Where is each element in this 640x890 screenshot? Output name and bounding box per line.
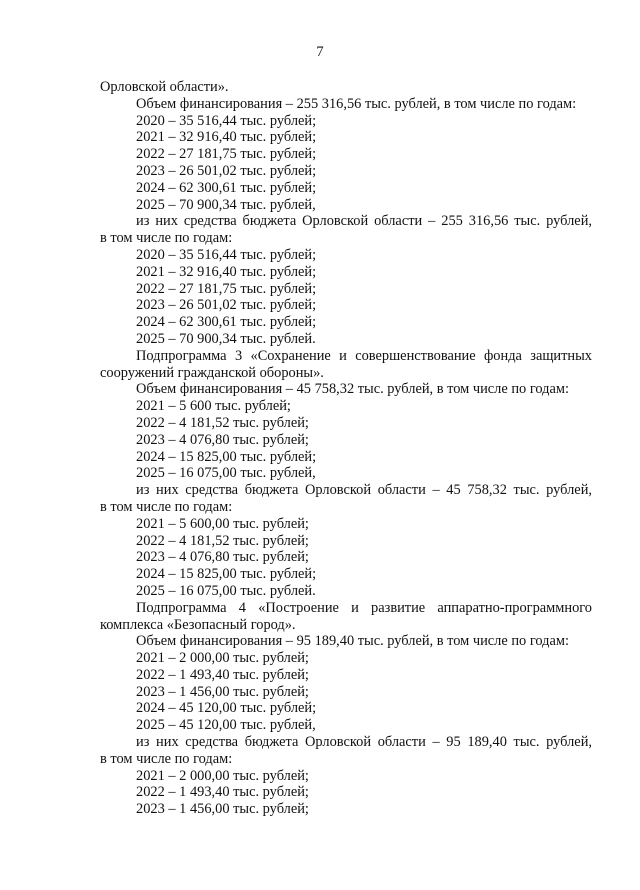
text-line: 2022 – 27 181,75 тыс. рублей;	[136, 146, 317, 163]
text-line: Объем финансирования – 255 316,56 тыс. рублей, в том числе по годам:	[136, 95, 577, 112]
text-line: 2025 – 16 075,00 тыс. рублей.	[136, 582, 316, 599]
text-line: 2021 – 2 000,00 тыс. рублей;	[136, 650, 309, 667]
text-line: комплекса «Безопасный город».	[100, 616, 296, 633]
text-line: 2021 – 32 916,40 тыс. рублей;	[136, 129, 317, 146]
text-line: Орловской области».	[100, 79, 229, 95]
text-line: Подпрограмма 4 «Построение и развитие аппаратно-программного	[136, 599, 592, 616]
text-line: в том числе по годам:	[100, 750, 233, 767]
text-line: Объем финансирования – 45 758,32 тыс. рублей, в том числе по годам:	[136, 381, 569, 398]
text-line: 2022 – 4 181,52 тыс. рублей;	[136, 532, 309, 549]
text-line: 2025 – 70 900,34 тыс. рублей.	[136, 330, 316, 347]
text-line: 2021 – 5 600,00 тыс. рублей;	[136, 515, 309, 532]
text-line: 2023 – 1 456,00 тыс. рублей;	[136, 801, 309, 818]
text-line: 2022 – 1 493,40 тыс. рублей;	[136, 784, 309, 801]
document-body	[100, 79, 592, 818]
text-line: из них средства бюджета Орловской области – 45 758,32 тыс. рублей,	[136, 482, 592, 499]
text-line: из них средства бюджета Орловской области – 95 189,40 тыс. рублей,	[136, 734, 592, 751]
text-line: 2023 – 4 076,80 тыс. рублей;	[136, 549, 309, 566]
text-line: 2023 – 26 501,02 тыс. рублей;	[136, 297, 317, 314]
text-line: 2023 – 1 456,00 тыс. рублей;	[136, 683, 309, 700]
text-line: 2024 – 45 120,00 тыс. рублей;	[136, 700, 317, 717]
text-line: 2021 – 32 916,40 тыс. рублей;	[136, 263, 317, 280]
text-line: 2020 – 35 516,44 тыс. рублей;	[136, 112, 317, 129]
text-line: 2025 – 16 075,00 тыс. рублей,	[136, 465, 316, 482]
text-line: 2022 – 1 493,40 тыс. рублей;	[136, 666, 309, 683]
text-line: 2024 – 62 300,61 тыс. рублей;	[136, 179, 317, 196]
text-line: 2025 – 45 120,00 тыс. рублей,	[136, 717, 316, 734]
text-line: 2021 – 5 600 тыс. рублей;	[136, 398, 291, 415]
text-line: сооружений гражданской обороны».	[100, 364, 324, 381]
text-line: 2020 – 35 516,44 тыс. рублей;	[136, 246, 317, 263]
text-line: Объем финансирования – 95 189,40 тыс. рублей, в том числе по годам:	[136, 633, 569, 650]
text-line: 2024 – 15 825,00 тыс. рублей;	[136, 448, 317, 465]
text-line: Подпрограмма 3 «Сохранение и совершенствование фонда защитных	[136, 347, 592, 364]
text-line: 2022 – 27 181,75 тыс. рублей;	[136, 280, 317, 297]
text-line: из них средства бюджета Орловской области – 255 316,56 тыс. рублей,	[136, 213, 592, 230]
page-number: 7	[316, 44, 324, 60]
text-line: в том числе по годам:	[100, 230, 233, 247]
text-line: 2023 – 4 076,80 тыс. рублей;	[136, 431, 309, 448]
text-line: 2023 – 26 501,02 тыс. рублей;	[136, 162, 317, 179]
text-line: 2024 – 15 825,00 тыс. рублей;	[136, 566, 317, 583]
text-line: 2024 – 62 300,61 тыс. рублей;	[136, 314, 317, 331]
text-line: 2025 – 70 900,34 тыс. рублей,	[136, 196, 316, 213]
text-line: 2021 – 2 000,00 тыс. рублей;	[136, 767, 309, 784]
text-line: 2022 – 4 181,52 тыс. рублей;	[136, 414, 309, 431]
text-line: в том числе по годам:	[100, 498, 233, 515]
